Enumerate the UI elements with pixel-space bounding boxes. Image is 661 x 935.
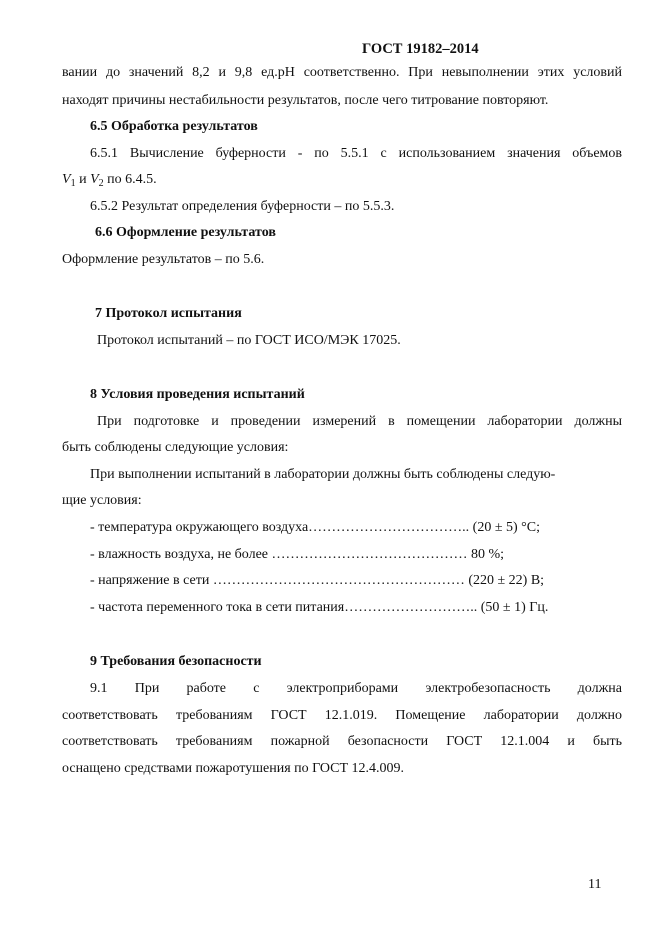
paragraph-line-formula [62, 171, 157, 189]
condition-item: - частота переменного тока в сети питания……………………….. (50 ± 1) Гц. [90, 600, 549, 615]
paragraph-line: 9.1 При работе с электроприборами электробезопасность должна [90, 681, 622, 696]
paragraph-line: При подготовке и проведении измерений в помещении лаборатории должны [97, 414, 622, 429]
paragraph-line: соответствовать требованиям ГОСТ 12.1.019. Помещение лаборатории должно [62, 708, 622, 723]
paragraph-line: находят причины нестабильности результатов, после чего титрование повторяют. [62, 93, 549, 108]
text-fragment: по 6.4.5. [103, 172, 157, 187]
paragraph-line: Протокол испытаний – по ГОСТ ИСО/МЭК 17025. [97, 333, 401, 348]
text-fragment: и [75, 172, 91, 187]
variable-subscript: 2 [98, 178, 104, 189]
variable-v: V [90, 172, 99, 187]
section-heading-6-5: 6.5 Обработка результатов [90, 119, 258, 134]
condition-item: - температура окружающего воздуха…………………………….. (20 ± 5) °С; [90, 520, 541, 535]
variable-v: V [62, 172, 71, 187]
page-number: 11 [588, 877, 602, 892]
document-header-id: ГОСТ 19182–2014 [362, 41, 479, 57]
paragraph-line: щие условия: [62, 493, 142, 508]
condition-item: - влажность воздуха, не более …………………………………… 80 %; [90, 547, 505, 562]
paragraph-line: соответствовать требованиям пожарной безопасности ГОСТ 12.1.004 и быть [62, 734, 622, 749]
section-heading-8: 8 Условия проведения испытаний [90, 387, 305, 402]
section-heading-7: 7 Протокол испытания [95, 306, 242, 321]
paragraph-line: 6.5.1 Вычисление буферности - по 5.5.1 с использованием значения объемов [90, 146, 622, 161]
paragraph-line: Оформление результатов – по 5.6. [62, 252, 265, 267]
paragraph-line: вании до значений 8,2 и 9,8 ед.рН соответственно. При невыполнении этих условий [62, 65, 622, 80]
paragraph-line: оснащено средствами пожаротушения по ГОСТ 12.4.009. [62, 761, 405, 776]
paragraph-line: При выполнении испытаний в лаборатории должны быть соблюдены следую- [90, 467, 556, 482]
condition-item: - напряжение в сети ……………………………………………… (220 ± 22) В; [90, 573, 545, 588]
variable-subscript: 1 [70, 178, 76, 189]
section-heading-6-6: 6.6 Оформление результатов [95, 225, 276, 240]
section-heading-9: 9 Требования безопасности [90, 654, 262, 669]
paragraph-line: быть соблюдены следующие условия: [62, 440, 289, 455]
paragraph-line: 6.5.2 Результат определения буферности – по 5.5.3. [90, 199, 395, 214]
